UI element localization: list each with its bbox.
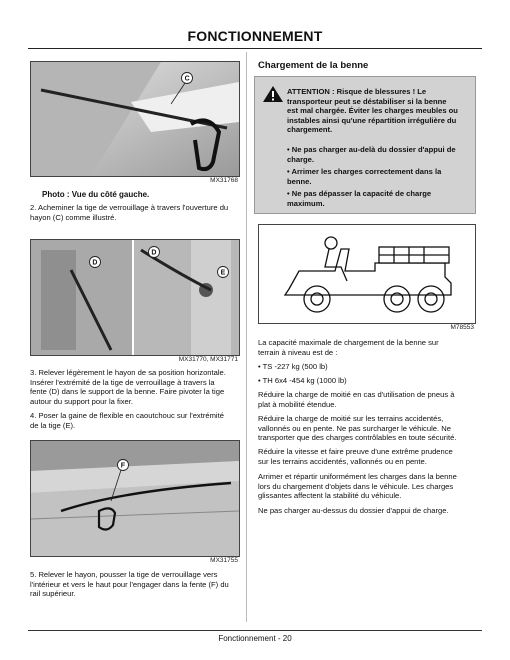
paragraph-secure-load: Arrimer et répartir uniformément les charges dans la benne lors du chargement d'objets dans le véhicule. Les charges glissantes affectent la stabilité du véhicule. [258, 472, 457, 501]
figure-slot-bracket [30, 239, 240, 356]
callout-e-label: E [220, 269, 226, 277]
warning-triangle-icon [263, 86, 283, 102]
figure-code: MX31755 [210, 557, 238, 564]
capacity-item: • TH 6x4 -454 kg (1000 lb) [258, 375, 347, 385]
step-4: 4. Poser la gaine de flexible en caoutchouc sur l'extrémité de la tige (E). [30, 411, 224, 430]
header-rule [28, 48, 482, 49]
figure-code: M78553 [450, 324, 474, 331]
capacity-list [258, 362, 347, 389]
figure-upper-rail [30, 440, 240, 557]
section-title: Chargement de la benne [258, 60, 369, 71]
warning-item: • Arrimer les charges correctement dans la benne. [287, 167, 442, 186]
step-2: 2. Acheminer la tige de verrouillage à travers l'ouverture du hayon (C) comme illustré. [30, 203, 229, 222]
slot-bracket-illustration [31, 240, 239, 355]
paragraph-rough-terrain: Réduire la charge de moitié sur les terrains accidentés, vallonnés ou en pente. Ne pas surcharger le véhicule. Ne transporter que des charges contrôlables en toute sécurité. [258, 414, 457, 443]
figure-code: MX31770, MX31771 [178, 356, 238, 363]
callout-d-left-label: D [92, 259, 98, 267]
upper-rail-illustration [31, 441, 239, 556]
capacity-intro: La capacité maximale de chargement de la benne sur terrain à niveau est de : [258, 338, 439, 357]
step-3: 3. Relever légèrement le hayon de sa position horizontale. Insérer l'extrémité de la tige de verrouillage à travers la fente (D) dans le support de la benne. Faire pivoter la tige autour du support pour la fixer. [30, 368, 226, 406]
capacity-item: • TS -227 kg (500 lb) [258, 362, 328, 371]
footer-rule [28, 630, 482, 631]
page-footer: Fonctionnement - 20 [218, 634, 292, 643]
figure-code: MX31768 [210, 177, 238, 184]
warning-item: • Ne pas dépasser la capacité de charge maximum. [287, 189, 432, 208]
warning-item: • Ne pas charger au-delà du dossier d'appui de charge. [287, 145, 456, 164]
callout-c-label: C [184, 75, 190, 83]
page-title: FONCTIONNEMENT [187, 28, 323, 44]
paragraph-flat-tires: Réduire la charge de moitié en cas d'utilisation de pneus à plat à mobilité étendue. [258, 390, 455, 409]
callout-d-right-label: D [151, 249, 157, 257]
warning-list [287, 145, 471, 212]
warning-title: ATTENTION : Risque de blessures ! Le transporteur peut se déstabiliser si la benne est mal chargée. Éviter les charges meubles ou instables ainsi qu'une répartition irrégulière du chargement. [287, 87, 458, 135]
warning-box [254, 76, 476, 214]
column-divider [246, 52, 247, 622]
paragraph-no-overload: Ne pas charger au-dessus du dossier d'appui de charge. [258, 506, 449, 515]
figure-tailgate-hook [30, 61, 240, 177]
loaded-vehicle-illustration [259, 225, 475, 323]
paragraph-reduce-speed: Réduire la vitesse et faire preuve d'une extrême prudence sur les terrains accidentés, vallonnés ou en pente. [258, 447, 453, 466]
callout-f-label: F [120, 462, 125, 470]
photo-caption: Photo : Vue du côté gauche. [42, 190, 150, 199]
step-5: 5. Relever le hayon, pousser la tige de verrouillage vers l'intérieur et vers le haut pour l'engager dans la fente (F) du rail supérieur. [30, 570, 229, 599]
tailgate-hook-illustration [31, 62, 239, 176]
figure-loaded-vehicle [258, 224, 476, 324]
